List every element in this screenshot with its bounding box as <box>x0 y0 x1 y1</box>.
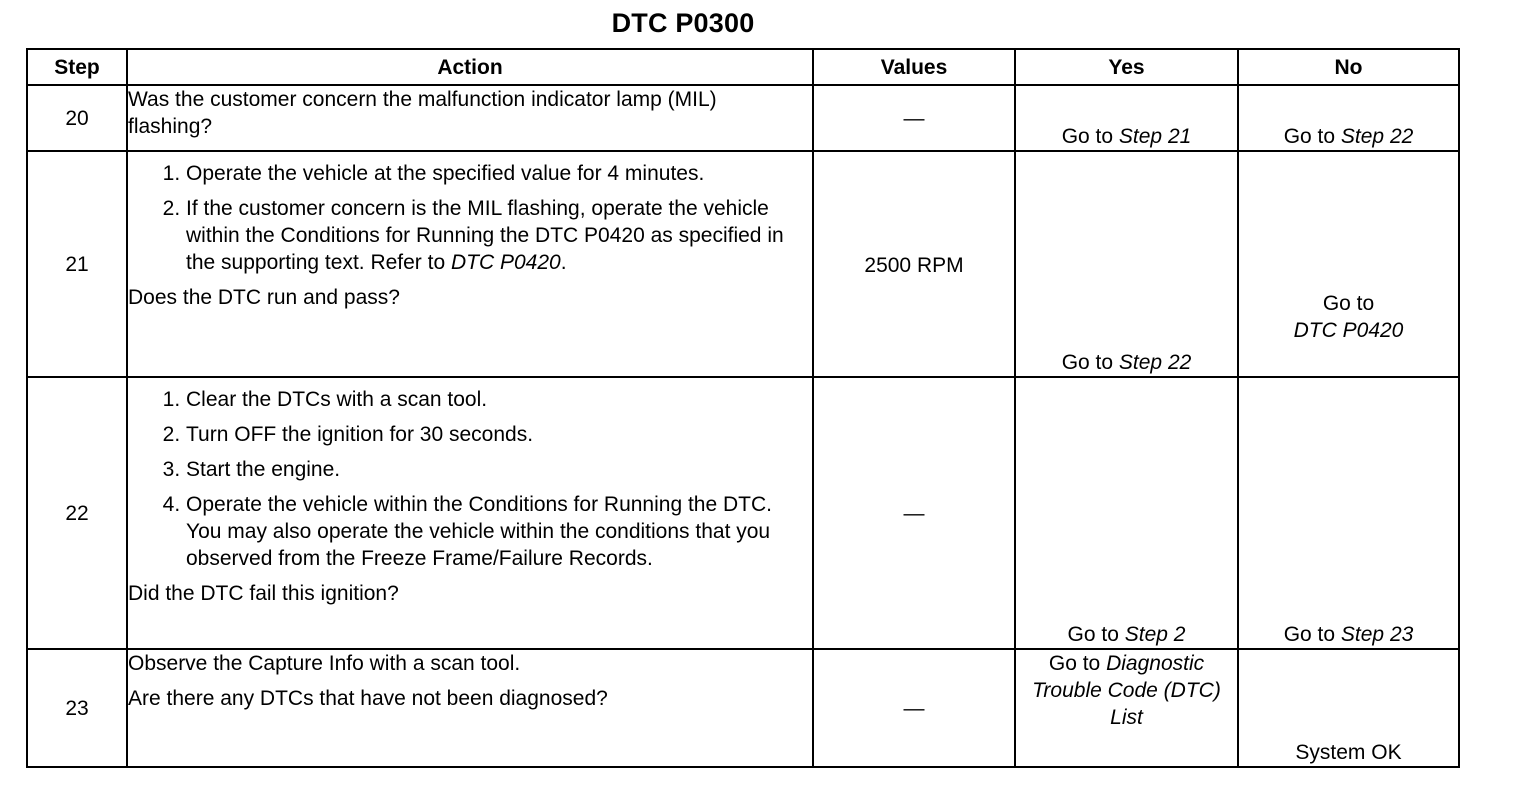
step-number: 22 <box>27 377 127 649</box>
action-steps-list <box>128 160 812 276</box>
header-yes: Yes <box>1015 49 1238 85</box>
yes-prefix: Go to <box>1061 351 1114 374</box>
step-number: 23 <box>27 649 127 767</box>
action-question: Are there any DTCs that have not been diagnosed? <box>128 687 608 710</box>
header-values: Values <box>813 49 1015 85</box>
table-row <box>27 85 1459 151</box>
action-step-text: Operate the vehicle at the specified value for 4 minutes. <box>186 162 705 185</box>
action-step-item: 2. If the customer concern is the MIL flashing, operate the vehicle within the Conditions for Running the DTC P0420 as specified in the supporting text. Refer to DTC P0420. <box>186 195 812 276</box>
action-cell <box>127 151 813 377</box>
no-prefix: Go to <box>1322 292 1375 315</box>
no-reference: Step 22 <box>1340 125 1414 148</box>
no-prefix: Go to <box>1283 125 1336 148</box>
values-cell: 2500 RPM <box>813 151 1015 377</box>
yes-reference: Step 2 <box>1124 623 1186 646</box>
table-row <box>27 151 1459 377</box>
no-reference: Step 23 <box>1340 623 1414 646</box>
table-row <box>27 649 1459 767</box>
values-cell: — <box>813 377 1015 649</box>
yes-cell <box>1015 85 1238 151</box>
action-step-reference: DTC P0420 <box>451 251 561 274</box>
action-step-text: If the customer concern is the MIL flashing, operate the vehicle within the Conditions for Running the DTC P0420 as specified in the supporting text. Refer to <box>186 197 784 274</box>
yes-prefix: Go to <box>1067 623 1119 646</box>
action-steps-list <box>128 386 812 572</box>
no-prefix: Go to <box>1283 623 1336 646</box>
action-cell <box>127 85 813 151</box>
action-instruction: Observe the Capture Info with a scan tool. <box>128 652 521 675</box>
diagnostic-table <box>26 48 1460 768</box>
action-step-item: 1. Clear the DTCs with a scan tool. <box>186 386 812 413</box>
values-cell: — <box>813 649 1015 767</box>
action-cell <box>127 377 813 649</box>
action-question: Does the DTC run and pass? <box>128 286 400 309</box>
step-number: 21 <box>27 151 127 377</box>
step-number: 20 <box>27 85 127 151</box>
table-header-row <box>27 49 1459 85</box>
yes-reference: Diagnostic Trouble Code (DTC) List <box>1032 652 1221 729</box>
yes-prefix: Go to <box>1061 125 1114 148</box>
yes-prefix: Go to <box>1048 652 1101 675</box>
yes-cell <box>1015 151 1238 377</box>
table-row <box>27 377 1459 649</box>
action-cell <box>127 649 813 767</box>
values-cell: — <box>813 85 1015 151</box>
action-step-item: 3. Start the engine. <box>186 456 812 483</box>
yes-reference: Step 21 <box>1118 125 1192 148</box>
action-step-item: 4. Operate the vehicle within the Conditions for Running the DTC. You may also operate the vehicle within the conditions that you observed from the Freeze Frame/Failure Records. <box>186 491 812 572</box>
no-cell <box>1238 377 1459 649</box>
yes-cell <box>1015 377 1238 649</box>
yes-cell <box>1015 649 1238 767</box>
action-step-item: 2. Turn OFF the ignition for 30 seconds. <box>186 421 812 448</box>
no-reference: DTC P0420 <box>1293 319 1404 342</box>
action-question: Did the DTC fail this ignition? <box>128 582 399 605</box>
no-cell <box>1238 151 1459 377</box>
header-no: No <box>1238 49 1459 85</box>
action-step-item <box>186 160 812 187</box>
page-title: DTC P0300 <box>611 8 755 38</box>
yes-reference: Step 22 <box>1118 351 1192 374</box>
action-question: Was the customer concern the malfunction indicator lamp (MIL) flashing? <box>128 88 717 138</box>
no-cell <box>1238 85 1459 151</box>
header-step: Step <box>27 49 127 85</box>
header-action: Action <box>127 49 813 85</box>
no-cell: System OK <box>1238 649 1459 767</box>
